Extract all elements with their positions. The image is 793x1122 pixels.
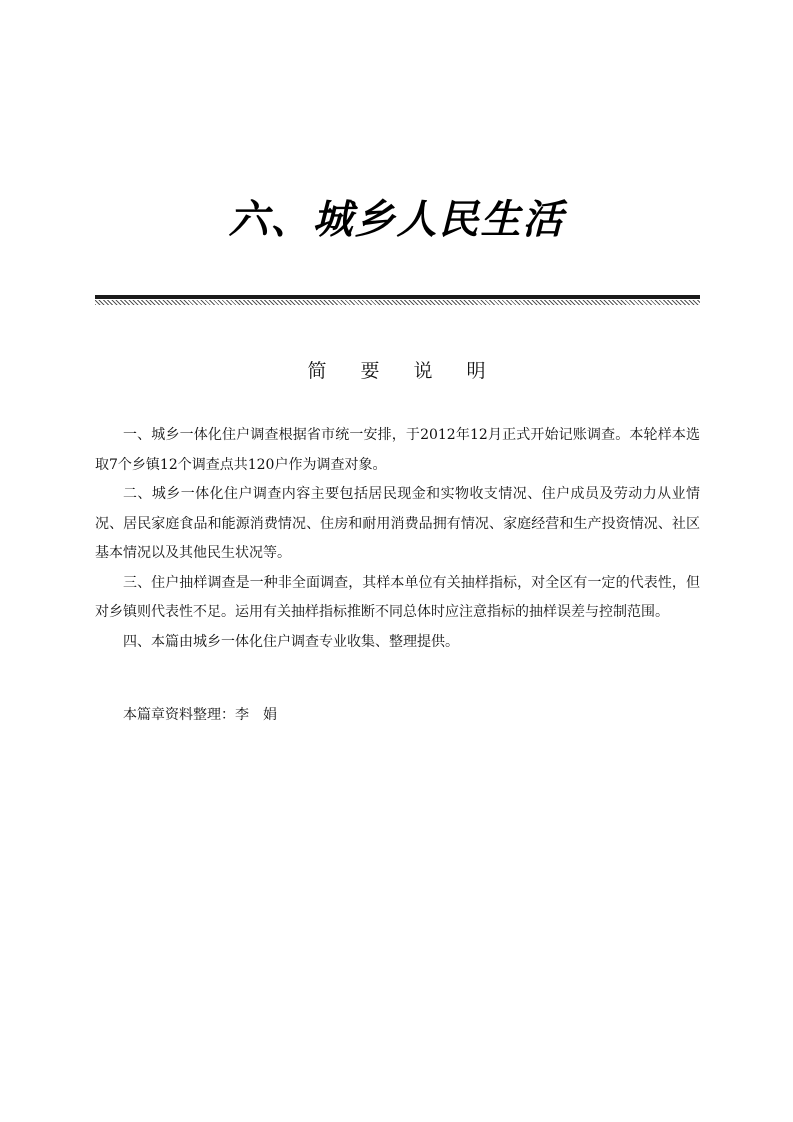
paragraph-3: 三、住户抽样调查是一种非全面调查，其样本单位有关抽样指标，对全区有一定的代表性，但对乡镇则代表性不足。运用有关抽样指标推断不同总体时应注意指标的抽样误差与控制范围。 [95, 574, 700, 620]
paragraph-4: 四、本篇由城乡一体化住户调查专业收集、整理提供。 [123, 633, 459, 650]
divider-thick-line [95, 295, 700, 299]
section-heading: 简 要 说 明 [307, 360, 500, 382]
explanation-body [95, 421, 700, 657]
compiler-credit [123, 701, 291, 730]
chapter-title: 六、城乡人民生活 [228, 197, 565, 243]
title-divider [95, 295, 700, 305]
paragraph-1: 一、城乡一体化住户调查根据省市统一安排，于2012年12月正式开始记账调查。本轮样本选取7个乡镇12个调查点共120户作为调查对象。 [95, 427, 700, 473]
divider-hatched-line [95, 300, 700, 305]
credit-name: 李娟 [235, 707, 291, 723]
paragraph-2: 二、城乡一体化住户调查内容主要包括居民现金和实物收支情况、住户成员及劳动力从业情况、居民家庭食品和能源消费情况、住房和耐用消费品拥有情况、家庭经营和生产投资情况、社区基本情况以及其他民生状况等。 [95, 486, 700, 561]
credit-label: 本篇章资料整理： [123, 707, 235, 723]
